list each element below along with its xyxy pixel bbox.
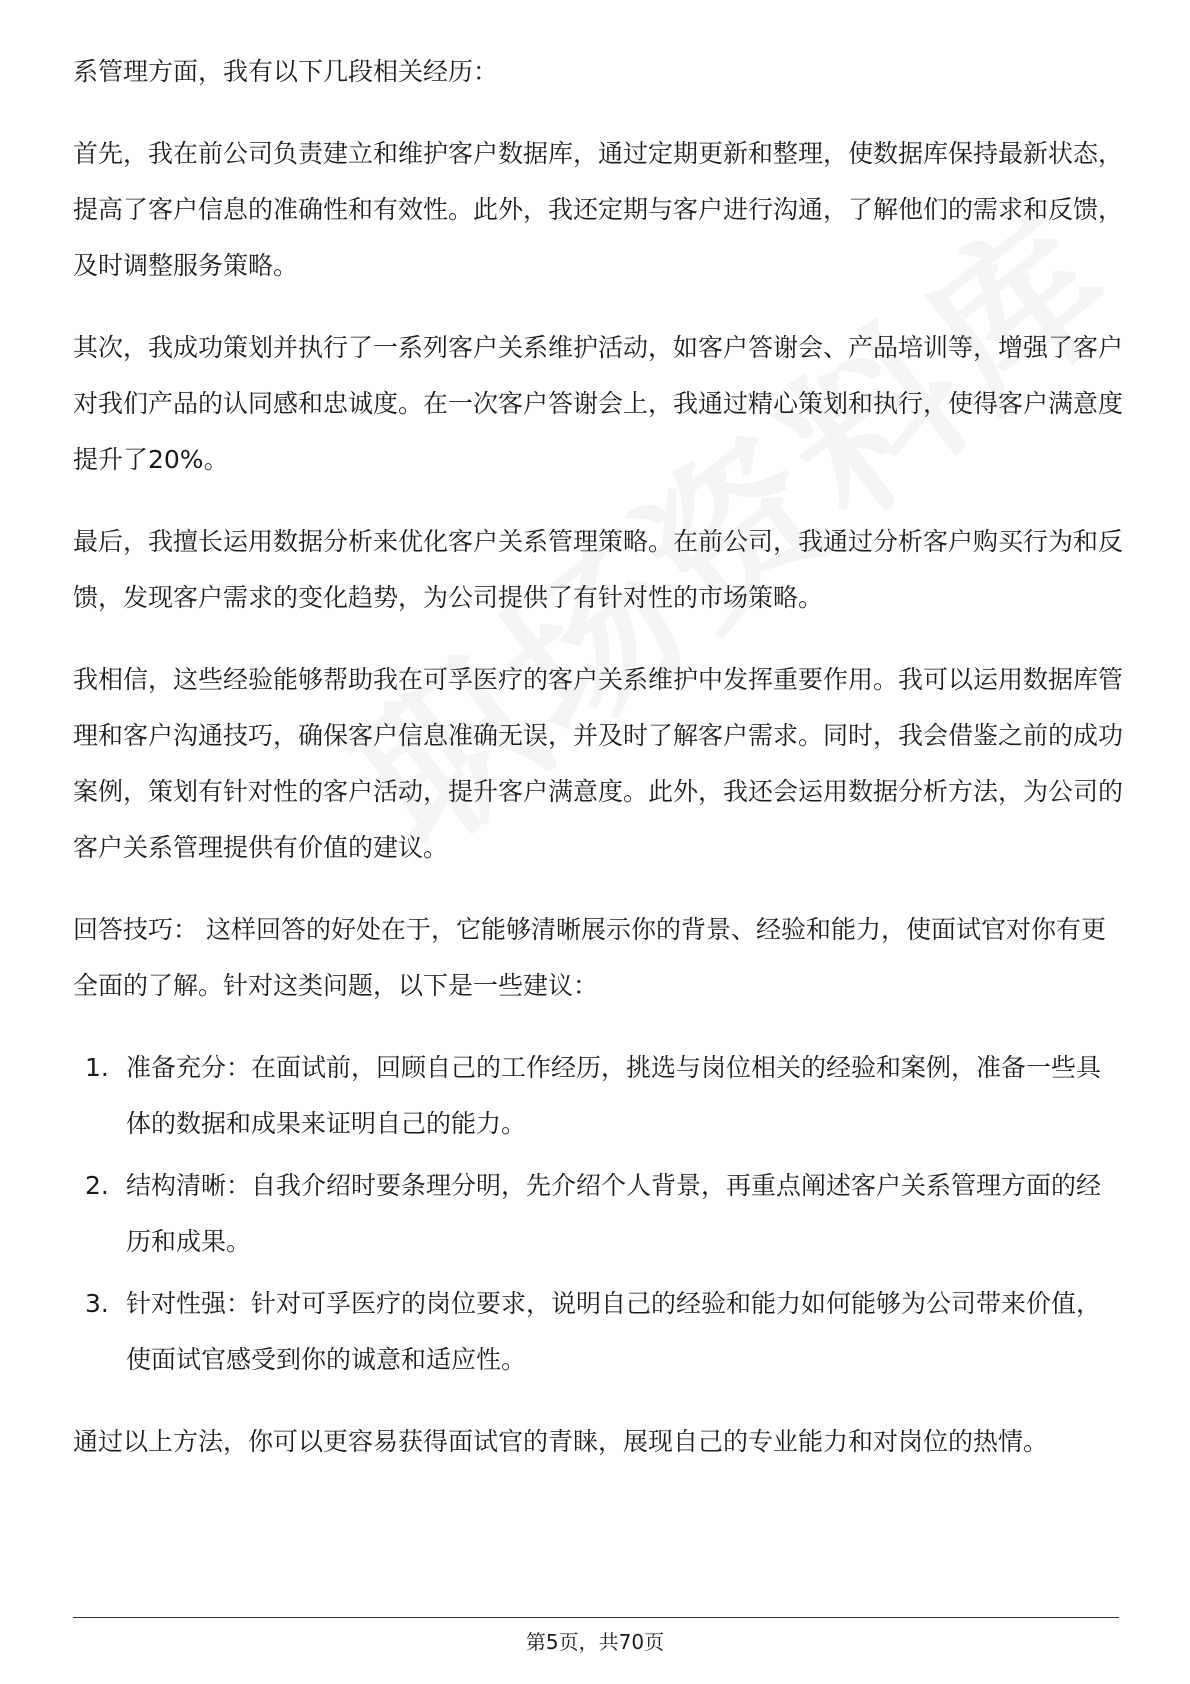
paragraph-answer-tips: 回答技巧： 这样回答的好处在于，它能够清晰展示你的背景、经验和能力，使面试官对你有更全面的了解。针对这类问题，以下是一些建议： xyxy=(73,915,1106,1000)
paragraph-last: 最后，我擅长运用数据分析来优化客户关系管理策略。在前公司，我通过分析客户购买行为和反馈，发现客户需求的变化趋势，为公司提供了有针对性的市场策略。 xyxy=(73,527,1124,612)
list-item-number: 1. xyxy=(85,1053,109,1082)
paragraph-first: 首先，我在前公司负责建立和维护客户数据库，通过定期更新和整理，使数据库保持最新状态，提高了客户信息的准确性和有效性。此外，我还定期与客户进行沟通，了解他们的需求和反馈，及时调整服务策略。 xyxy=(73,139,1124,280)
paragraph-intro: 系管理方面，我有以下几段相关经历： xyxy=(73,57,499,86)
paragraph-belief: 我相信，这些经验能够帮助我在可孚医疗的客户关系维护中发挥重要作用。我可以运用数据库管理和客户沟通技巧，确保客户信息准确无误，并及时了解客户需求。同时，我会借鉴之前的成功案例，策划有针对性的客户活动，提升客户满意度。此外，我还会运用数据分析方法，为公司的客户关系管理提供有价值的建议。 xyxy=(73,665,1124,862)
page-number: 第5页，共70页 xyxy=(525,1630,665,1654)
paragraph-second: 其次，我成功策划并执行了一系列客户关系维护活动，如客户答谢会、产品培训等，增强了客户对我们产品的认同感和忠诚度。在一次客户答谢会上，我通过精心策划和执行，使得客户满意度提升了20%。 xyxy=(73,333,1124,474)
footer-divider xyxy=(73,1617,1119,1618)
list-item-number: 2. xyxy=(85,1171,109,1200)
list-item-text: 结构清晰：自我介绍时要条理分明，先介绍个人背景，再重点阐述客户关系管理方面的经历和成果。 xyxy=(126,1171,1102,1256)
tips-list xyxy=(73,1040,1123,1388)
list-item xyxy=(73,1158,1123,1270)
list-item-number: 3. xyxy=(85,1289,109,1318)
paragraph-closing: 通过以上方法，你可以更容易获得面试官的青睐，展现自己的专业能力和对岗位的热情。 xyxy=(73,1427,1049,1456)
list-item xyxy=(73,1040,1123,1152)
document-body xyxy=(73,44,1123,1496)
list-item xyxy=(73,1276,1123,1388)
list-item-text: 准备充分：在面试前，回顾自己的工作经历，挑选与岗位相关的经验和案例，准备一些具体的数据和成果来证明自己的能力。 xyxy=(126,1053,1102,1138)
list-item-text: 针对性强：针对可孚医疗的岗位要求，说明自己的经验和能力如何能够为公司带来价值，使面试官感受到你的诚意和适应性。 xyxy=(126,1289,1102,1374)
